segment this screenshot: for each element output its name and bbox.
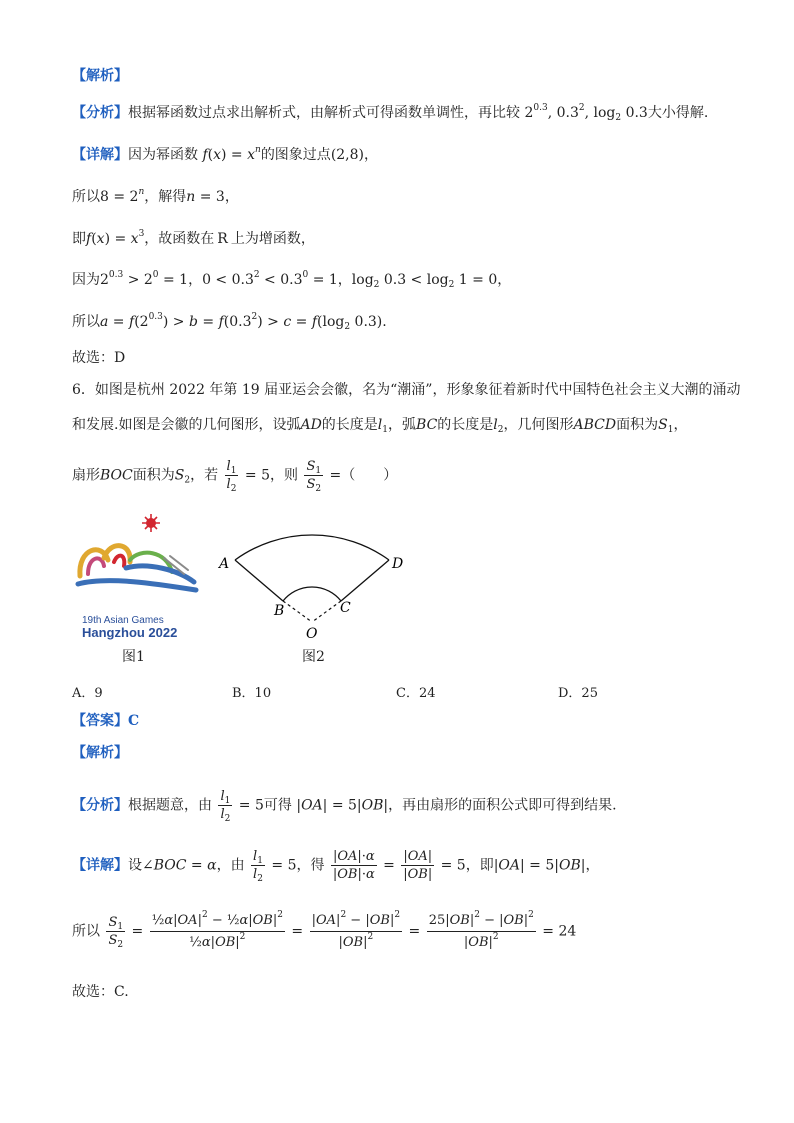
option-B: B．10 <box>232 686 272 701</box>
fraction-area-formula: $\frac{\frac{1}{2}\alpha|OA|^2 - \frac{1}{2}\alpha|OB|^2}{\frac{1}{2}\alpha|OB|^2}$ <box>151 910 283 950</box>
analysis-line-1 <box>72 103 708 123</box>
l2: l <box>493 417 498 433</box>
q6-text-j: ，则 <box>269 467 298 484</box>
q6-text-g: 扇形 <box>72 467 100 484</box>
fraction-l1-l2: $\frac{l_1}{l_2}$ <box>226 459 237 494</box>
choice-D: 故选：D <box>72 350 126 366</box>
detail-text-end: ， <box>364 147 379 163</box>
q6-text-a: 和发展.如图是会徽的几何图形，设弧 <box>72 417 301 433</box>
segment-DC <box>341 560 389 601</box>
xiangjie-heading-1: 【详解】 <box>72 147 128 163</box>
fraction-l1-l2-b: $\frac{l_1}{l_2}$ <box>220 789 231 824</box>
shape-ABCD: ABCD <box>573 417 617 433</box>
comma: ， <box>224 189 239 205</box>
arc-AD: AD <box>300 417 322 433</box>
ji-text: 即 <box>72 231 86 247</box>
dashed-OB <box>283 601 312 622</box>
figure-2-caption: 图2 <box>302 649 325 665</box>
fenxi2-text-b: 可得 <box>263 797 292 814</box>
sector-diagram <box>212 516 412 646</box>
fenxi2-text-c: ，再由扇形的面积公式即可得到结果. <box>388 797 617 814</box>
label-D: D <box>392 556 404 572</box>
q6-text-d: 的长度是 <box>437 417 494 433</box>
formula-OA-5OB: |OA| = 5|OB| <box>296 797 389 814</box>
jiexi-heading-1: 【解析】 <box>72 68 128 84</box>
formula-inequalities: $2^{0.3} > 2^0 = 1$，$0 < 0.3^2 < 0.3^0 = 1$，$\log_2 0.3 < \log_2 1 = 0$， <box>100 270 512 290</box>
point-2-8: (2,8) <box>330 147 365 163</box>
label-O: O <box>306 626 318 642</box>
fraction-squared-diff: $\frac{|OA|^2 - |OB|^2}{|OB|^2}$ <box>311 910 401 950</box>
logo-text-line-1: 19th Asian Games <box>82 615 164 626</box>
increasing-text-1: ，故函数在 <box>144 231 215 247</box>
fenxi-text-2: 大小得解. <box>647 105 709 121</box>
q6-text-b: 的长度是 <box>321 417 378 433</box>
q6-text-e: ，几何图形 <box>503 417 574 433</box>
xj2-text-b: ，由 <box>216 857 245 874</box>
suoyi-text-3: 所以 <box>72 923 100 940</box>
xj2-text-a: 设 <box>128 857 142 874</box>
answer-blank: （ ） <box>341 467 398 484</box>
jiexi-heading-2: 【解析】 <box>72 745 128 761</box>
dashed-OC <box>312 601 341 622</box>
S2: S <box>174 467 185 484</box>
increasing-line <box>72 229 315 249</box>
segment-AB <box>235 560 283 601</box>
l1: l <box>377 417 383 433</box>
detail-line-2: 【详解】设∠BOC = α，由 $\frac{l_1}{l_2}$ = 5，得 $\frac{|OA|\cdot\alpha}{|OB|\cdot\alpha}$ = $\frac{|OA|}{|OB|}$ = 5，即|OA| = 5|OB|， <box>72 849 600 884</box>
formula-8-eq: $8 = 2^n$ <box>100 187 145 205</box>
formula-OA-5OB-b: |OA| = 5|OB| <box>493 857 586 874</box>
label-C: C <box>340 600 351 616</box>
figure-2 <box>212 516 412 650</box>
conclusion-line <box>72 312 387 332</box>
formula-power-function: $f(x) = x^n$ <box>202 145 261 163</box>
fraction-OA-alpha: $\frac{|OA|\cdot\alpha}{|OB|\cdot\alpha}$ <box>332 849 375 882</box>
fraction-25OB: $\frac{25|OB|^2 - |OB|^2}{|OB|^2}$ <box>428 910 534 950</box>
detail-line-1 <box>72 145 378 165</box>
compare-line <box>72 270 511 290</box>
S1: S <box>658 417 668 433</box>
detail-text-1: 因为幂函数 <box>128 147 198 163</box>
asian-games-logo <box>68 512 204 642</box>
figure-1-caption: 图1 <box>122 649 145 665</box>
formula-fx-x3: $f(x) = x^3$ <box>86 229 145 247</box>
real-set-R: R <box>217 231 228 247</box>
question-6-line-3: 扇形BOC面积为$S_2$，若 $\frac{l_1}{l_2}$ = 5，则 $\frac{S_1}{S_2}$ =（ ） <box>72 459 398 494</box>
arc-BC: BC <box>416 417 438 433</box>
formula-compare: $2^{0.3}$, $0.3^2$, $\log_2 0.3$ <box>524 103 648 123</box>
formula-angle-BOC: ∠BOC = α <box>142 857 217 874</box>
xj2-text-e: ， <box>585 857 600 874</box>
option-D: D．25 <box>558 686 598 701</box>
fraction-l1-l2-c: $\frac{l_1}{l_2}$ <box>253 849 263 884</box>
area-ratio-line: 所以 $\frac{S_1}{S_2}$ = $\frac{\frac{1}{2}\alpha|OA|^2 - \frac{1}{2}\alpha|OB|^2}{\frac{1}{2}\alpha|OB|^2}$ = $\frac{|OA|^2 - |OB|^2}{|OB|^2}$ = $\frac{25|OB|^2 - |OB|^2}{|OB|^2}$ = 24 <box>72 910 576 953</box>
fenxi-text-1: 根据幂函数过点求出解析式，由解析式可得函数单调性，再比较 <box>128 105 520 121</box>
increasing-text-2: 上为增函数， <box>230 231 315 247</box>
xj2-text-d: ，即 <box>465 857 494 874</box>
q6-text-c: ，弧 <box>388 417 417 433</box>
q6-text-h: 面积为 <box>132 467 175 484</box>
detail-text-2: 的图象过点 <box>260 147 331 163</box>
formula-abc-order: $a = f(2^{0.3}) > b = f(0.3^2) > c = f(\log_2$ 0.3). <box>100 312 387 332</box>
jiede-text: ，解得 <box>144 189 187 205</box>
sector-BOC: BOC <box>100 467 133 484</box>
figure-1 <box>68 512 204 646</box>
xiangjie-heading-2: 【详解】 <box>72 857 128 874</box>
question-6-line-1: 6．如图是杭州 2022 年第 19 届亚运会会徽，名为“潮涌”，形象象征着新时代中国特色社会主义大潮的涌动 <box>72 382 741 398</box>
suoyi-text-2: 所以 <box>72 314 100 330</box>
fraction-S1-S2-b: $\frac{S_1}{S_2}$ <box>108 915 124 950</box>
answer-label: 【答案】C <box>72 713 140 729</box>
arc-AD-shape <box>235 535 389 560</box>
question-6-line-2: 和发展.如图是会徽的几何图形，设弧AD的长度是$l_1$，弧BC的长度是$l_2$，几何图形ABCD面积为$S_1$， <box>72 417 688 435</box>
analysis-line-2: 【分析】根据题意，由 $\frac{l_1}{l_2}$ = 5可得 |OA| = 5|OB|，再由扇形的面积公式即可得到结果. <box>72 789 617 824</box>
fraction-S1-S2: $\frac{S_1}{S_2}$ <box>306 459 322 494</box>
q6-text-i: ，若 <box>190 467 219 484</box>
solve-n-line <box>72 187 239 207</box>
logo-text-line-2: Hangzhou 2022 <box>82 625 178 640</box>
choice-C: 故选：C. <box>72 984 129 1000</box>
fenxi2-text-a: 根据题意，由 <box>128 797 212 814</box>
label-A: A <box>219 556 230 572</box>
arc-BC-shape <box>283 587 341 601</box>
yinwei-text: 因为 <box>72 272 100 288</box>
fraction-OA-OB: $\frac{|OA|}{|OB|}$ <box>403 849 433 882</box>
sun-icon <box>142 514 160 532</box>
xj2-text-c: ，得 <box>296 857 325 874</box>
wave-emblem-icon <box>78 546 196 590</box>
fenxi-heading-1: 【分析】 <box>72 105 128 121</box>
answer-line <box>72 711 139 731</box>
label-B: B <box>274 603 285 619</box>
formula-n-eq-3: n = 3 <box>186 189 225 205</box>
fenxi-heading-2: 【分析】 <box>72 797 128 814</box>
option-C: C．24 <box>396 686 436 701</box>
suoyi-text: 所以 <box>72 189 100 205</box>
q6-text-f: 面积为 <box>616 417 659 433</box>
option-A: A．9 <box>72 686 103 701</box>
